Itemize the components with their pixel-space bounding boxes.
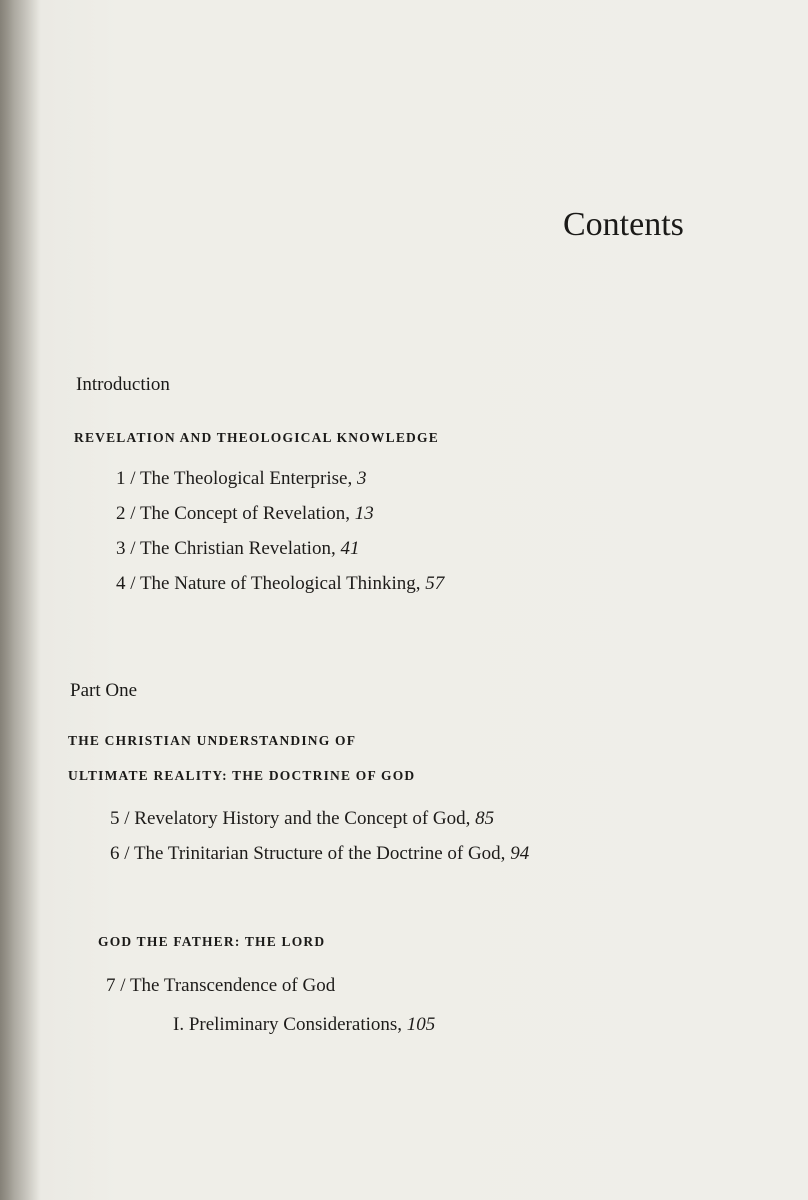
entry-title: The Trinitarian Structure of the Doctrine of God, — [133, 843, 506, 864]
entry-title: The Nature of Theological Thinking, — [139, 573, 421, 594]
part-one-section-line-1: THE CHRISTIAN UNDERSTANDING OF — [68, 733, 357, 748]
subentry-page: 105 — [406, 1014, 436, 1035]
entry-number: 7 — [106, 975, 116, 996]
entry-number: 3 — [116, 538, 126, 559]
entry-title: The Christian Revelation, — [139, 538, 336, 559]
contents-title: Contents — [563, 206, 684, 243]
god-the-father-section-title: GOD THE FATHER: THE LORD — [98, 934, 326, 949]
toc-entry-1 — [116, 468, 366, 490]
page-gutter-shadow — [0, 0, 40, 1200]
entry-separator: / — [120, 975, 126, 996]
entry-page: 13 — [354, 503, 374, 524]
entry-separator: / — [130, 503, 136, 524]
toc-entry-5 — [110, 808, 494, 830]
entry-separator: / — [124, 808, 130, 829]
subentry-title: Preliminary Considerations, — [188, 1014, 403, 1035]
entry-number: 5 — [110, 808, 120, 829]
entry-separator: / — [130, 538, 136, 559]
entry-number: 1 — [116, 468, 126, 489]
toc-entry-7-subentry — [173, 1014, 435, 1036]
toc-entry-4 — [116, 573, 444, 595]
subentry-roman-numeral: I. — [173, 1014, 185, 1035]
entry-page: 3 — [356, 468, 367, 489]
entry-number: 4 — [116, 573, 126, 594]
toc-entry-6 — [110, 843, 529, 865]
toc-entry-3 — [116, 538, 359, 560]
entry-number: 6 — [110, 843, 120, 864]
part-one-section-line-2: ULTIMATE REALITY: THE DOCTRINE OF GOD — [68, 768, 416, 783]
entry-separator: / — [130, 468, 136, 489]
part-one-heading: Part One — [70, 680, 138, 701]
entry-title: Revelatory History and the Concept of God, — [134, 808, 471, 829]
entry-page: 57 — [425, 573, 445, 594]
toc-entry-7 — [106, 975, 335, 997]
entry-number: 2 — [116, 503, 126, 524]
entry-title: The Theological Enterprise, — [139, 468, 353, 489]
entry-page: 94 — [510, 843, 530, 864]
entry-page: 41 — [340, 538, 360, 559]
entry-title: The Transcendence of God — [129, 975, 336, 996]
entry-separator: / — [124, 843, 130, 864]
entry-title: The Concept of Revelation, — [139, 503, 350, 524]
introduction-section-title: REVELATION AND THEOLOGICAL KNOWLEDGE — [74, 430, 439, 445]
toc-entry-2 — [116, 503, 374, 525]
entry-separator: / — [130, 573, 136, 594]
introduction-heading: Introduction — [76, 374, 170, 395]
entry-page: 85 — [475, 808, 495, 829]
